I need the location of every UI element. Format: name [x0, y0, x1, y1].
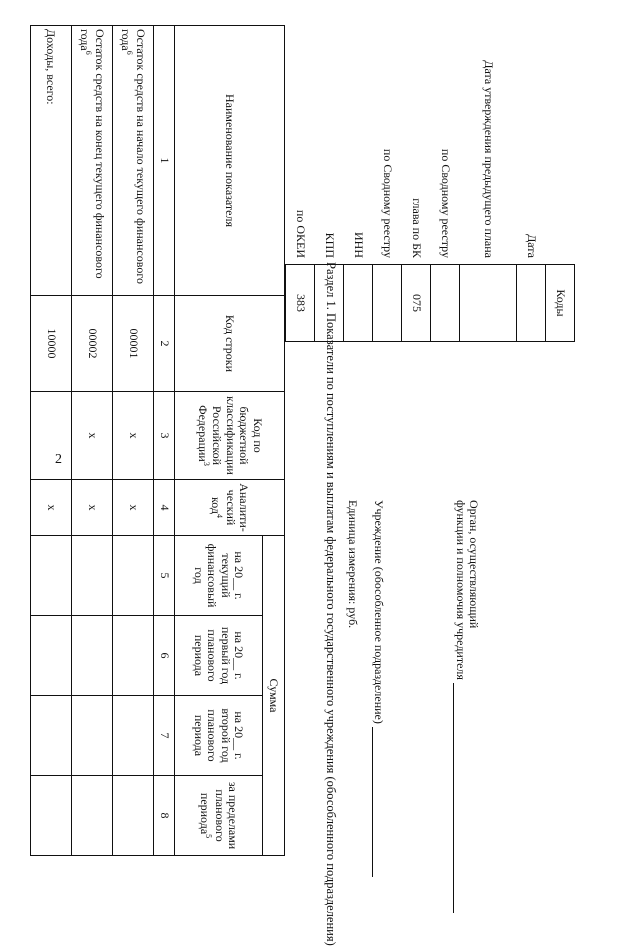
codes-label-date: Дата [524, 234, 539, 258]
header-col8-text: за пределами планового периода [198, 781, 241, 850]
table-row [72, 26, 113, 856]
header-sum: Сумма [263, 536, 285, 856]
codes-value-bk-chapter: 075 [402, 265, 431, 342]
row-name-sup: 6 [84, 50, 94, 55]
header-line-code: Код строки [175, 296, 285, 392]
row-line-code: 00001 [113, 296, 154, 392]
row-col7[interactable] [113, 696, 154, 776]
row-col8[interactable] [31, 776, 72, 856]
institution-input-line[interactable] [372, 727, 385, 877]
row-line-code: 00002 [72, 296, 113, 392]
table-row [31, 26, 72, 856]
row-col7[interactable] [72, 696, 113, 776]
header-col6: на 20__ г. первый год планового периода [175, 616, 263, 696]
organ-label-1: Орган, осуществляющий [467, 500, 481, 629]
index-6: 6 [154, 616, 175, 696]
codes-value-inn [344, 265, 373, 342]
section-title: Раздел 1. Показатели по поступлениям и выплатам федерального государственного учреждения (обособленного подразделения) [324, 262, 338, 946]
row-analytic-code: х [72, 480, 113, 536]
unit-field [346, 500, 359, 628]
codes-label-registry-2: по Сводному реестру [380, 148, 395, 258]
codes-value-registry-1 [431, 265, 460, 342]
row-budget-code: х [72, 392, 113, 480]
row-col8[interactable] [72, 776, 113, 856]
index-4: 4 [154, 480, 175, 536]
row-analytic-code: х [31, 480, 72, 536]
row-line-code: 10000 [31, 296, 72, 392]
header-budget-code-sup: 3 [201, 461, 211, 466]
header-budget-code [175, 392, 285, 480]
codes-label-inn: ИНН [351, 232, 366, 258]
indicators-table [30, 25, 285, 856]
row-analytic-code: х [113, 480, 154, 536]
codes-value-date [517, 265, 546, 342]
row-col7[interactable] [31, 696, 72, 776]
row-name [113, 26, 154, 296]
organ-label-2: функции и полномочия учредителя [453, 500, 468, 680]
index-5: 5 [154, 536, 175, 616]
row-budget-code [31, 392, 72, 480]
index-3: 3 [154, 392, 175, 480]
header-col8-sup: 5 [204, 834, 214, 839]
row-name [72, 26, 113, 296]
row-budget-code: х [113, 392, 154, 480]
header-analytic-code-sup: 4 [215, 513, 225, 518]
codes-value-okei: 383 [286, 265, 315, 342]
codes-value-prev-plan-date [460, 265, 517, 342]
header-name: Наименование показателя [175, 26, 285, 296]
institution-field [372, 500, 385, 877]
table-row [113, 26, 154, 856]
row-name-text: Доходы, всего: [44, 29, 59, 105]
header-col8 [175, 776, 263, 856]
row-col5[interactable] [113, 536, 154, 616]
row-col5[interactable] [72, 536, 113, 616]
header-analytic-code-text: Аналити-ческий код [209, 483, 252, 532]
codes-header-spacer [546, 45, 575, 265]
row-name-text: Остаток средств на начало текущего финансового года [119, 29, 148, 284]
header-col5: на 20__ г. текущий финансовый год [175, 536, 263, 616]
row-col8[interactable] [113, 776, 154, 856]
row-name-sup: 6 [125, 50, 135, 55]
codes-header: Коды [546, 265, 575, 342]
institution-label: Учреждение (обособленное подразделение) [372, 500, 386, 724]
codes-label-okei: по ОКЕИ [293, 209, 308, 258]
row-col5[interactable] [31, 536, 72, 616]
codes-label-prev-plan-date: Дата утверждения предыдущего плана [481, 60, 496, 258]
row-col6[interactable] [31, 616, 72, 696]
codes-label-kpp: КПП [322, 232, 337, 258]
row-col6[interactable] [113, 616, 154, 696]
unit-label: Единица измерения: руб. [346, 500, 360, 629]
index-2: 2 [154, 296, 175, 392]
header-budget-code-text: Код по бюджетной классификации Российской Федерации [195, 396, 265, 475]
header-col7: на 20__ г. второй год планового периода [175, 696, 263, 776]
row-name-text: Остаток средств на конец текущего финансового года [78, 29, 107, 279]
index-8: 8 [154, 776, 175, 856]
column-index-row [154, 26, 175, 856]
row-name [31, 26, 72, 296]
page-number: 2 [55, 452, 62, 467]
index-1: 1 [154, 26, 175, 296]
codes-label-bk-chapter: глава по БК [409, 198, 424, 258]
codes-label-registry-1: по Сводному реестру [438, 148, 453, 258]
header-analytic-code [175, 480, 285, 536]
index-7: 7 [154, 696, 175, 776]
row-col6[interactable] [72, 616, 113, 696]
organ-field [453, 500, 480, 913]
codes-value-registry-2 [373, 265, 402, 342]
organ-input-line[interactable] [453, 683, 466, 913]
